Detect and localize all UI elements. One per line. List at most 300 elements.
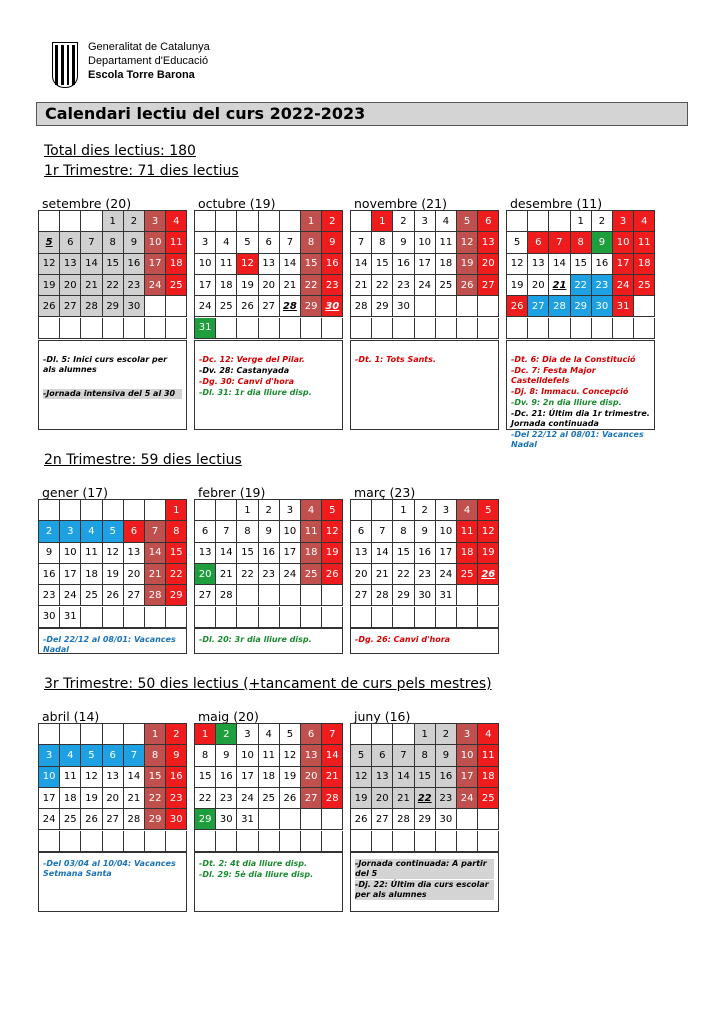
empty-cell <box>322 585 343 606</box>
day-cell: 6 <box>301 724 322 745</box>
empty-cell <box>372 724 393 745</box>
day-cell: 26 <box>81 809 102 830</box>
empty-cell <box>195 500 216 521</box>
day-cell: 2 <box>259 500 280 521</box>
day-cell: 11 <box>457 521 478 542</box>
month-grid <box>506 210 655 339</box>
month-notes <box>194 852 343 912</box>
day-cell: 29 <box>415 809 436 830</box>
note-line: -Dt. 6: Dia de la Constitució <box>511 355 636 364</box>
day-cell: 23 <box>322 275 343 296</box>
trimester-2-label: 2n Trimestre: 59 dies lectius <box>44 452 242 468</box>
empty-cell <box>145 500 166 521</box>
header <box>52 40 210 92</box>
day-cell: 24 <box>415 275 436 296</box>
day-cell: 11 <box>60 767 81 788</box>
day-cell: 9 <box>415 521 436 542</box>
month-notes <box>350 628 499 654</box>
day-cell: 1 <box>393 500 414 521</box>
day-cell: 23 <box>393 275 414 296</box>
day-cell: 24 <box>145 275 166 296</box>
day-cell: 30 <box>415 585 436 606</box>
empty-cell <box>478 318 499 339</box>
day-cell: 18 <box>216 275 237 296</box>
day-cell: 21 <box>372 564 393 585</box>
empty-cell <box>124 831 145 852</box>
empty-cell <box>145 607 166 628</box>
day-cell: 4 <box>457 500 478 521</box>
empty-cell <box>436 831 457 852</box>
day-cell: 31 <box>436 585 457 606</box>
note-line: -Dl. 5: Inici curs escolar per als alumnes <box>43 355 168 374</box>
empty-cell <box>322 831 343 852</box>
empty-cell <box>280 585 301 606</box>
day-cell: 12 <box>237 254 258 275</box>
day-cell: 29 <box>166 585 187 606</box>
day-cell: 16 <box>166 767 187 788</box>
day-cell: 3 <box>145 211 166 232</box>
day-cell: 1 <box>415 724 436 745</box>
day-cell: 9 <box>216 745 237 766</box>
day-cell: 15 <box>571 254 592 275</box>
day-cell: 18 <box>259 767 280 788</box>
day-cell: 26 <box>507 296 528 317</box>
empty-cell <box>60 211 81 232</box>
day-cell: 20 <box>60 275 81 296</box>
day-cell: 22 <box>415 788 436 809</box>
empty-cell <box>301 318 322 339</box>
day-cell: 13 <box>195 543 216 564</box>
note-line: -Del 03/04 al 10/04: Vacances Setmana Santa <box>43 859 176 878</box>
day-cell: 31 <box>60 607 81 628</box>
empty-cell <box>60 831 81 852</box>
day-cell: 9 <box>592 232 613 253</box>
empty-cell <box>457 318 478 339</box>
day-cell: 24 <box>60 585 81 606</box>
empty-cell <box>507 211 528 232</box>
day-cell: 14 <box>549 254 570 275</box>
empty-cell <box>124 724 145 745</box>
day-cell: 23 <box>216 788 237 809</box>
day-cell: 19 <box>103 564 124 585</box>
day-cell: 31 <box>195 318 216 339</box>
month-grid <box>350 723 499 852</box>
day-cell: 18 <box>478 767 499 788</box>
empty-cell <box>528 211 549 232</box>
day-cell: 27 <box>60 296 81 317</box>
month-name: octubre (19) <box>198 196 276 211</box>
note-line: -Jornada continuada: A partir del 5 <box>355 859 494 879</box>
empty-cell <box>216 211 237 232</box>
day-cell: 9 <box>166 745 187 766</box>
day-cell: 5 <box>507 232 528 253</box>
empty-cell <box>103 318 124 339</box>
month-name: febrer (19) <box>198 485 266 500</box>
day-cell: 14 <box>216 543 237 564</box>
empty-cell <box>237 831 258 852</box>
day-cell: 6 <box>528 232 549 253</box>
empty-cell <box>549 211 570 232</box>
day-cell: 10 <box>237 745 258 766</box>
day-cell: 28 <box>393 809 414 830</box>
day-cell: 19 <box>237 275 258 296</box>
month-name: abril (14) <box>42 709 100 724</box>
day-cell: 26 <box>322 564 343 585</box>
empty-cell <box>372 607 393 628</box>
day-cell: 9 <box>436 745 457 766</box>
day-cell: 26 <box>237 296 258 317</box>
day-cell: 25 <box>436 275 457 296</box>
day-cell: 5 <box>81 745 102 766</box>
empty-cell <box>372 318 393 339</box>
day-cell: 21 <box>280 275 301 296</box>
month-notes <box>194 628 343 654</box>
day-cell: 8 <box>415 745 436 766</box>
day-cell: 20 <box>195 564 216 585</box>
day-cell: 13 <box>351 543 372 564</box>
day-cell: 17 <box>415 254 436 275</box>
empty-cell <box>259 809 280 830</box>
day-cell: 17 <box>613 254 634 275</box>
day-cell: 19 <box>457 254 478 275</box>
note-line: -Dc. 7: Festa Major Castelldefels <box>511 366 596 385</box>
day-cell: 24 <box>436 564 457 585</box>
day-cell: 6 <box>259 232 280 253</box>
empty-cell <box>372 500 393 521</box>
empty-cell <box>393 831 414 852</box>
day-cell: 25 <box>478 788 499 809</box>
empty-cell <box>195 831 216 852</box>
day-cell: 2 <box>322 211 343 232</box>
day-cell: 14 <box>81 254 102 275</box>
empty-cell <box>322 809 343 830</box>
empty-cell <box>351 607 372 628</box>
note-line: -Dt. 1: Tots Sants. <box>355 355 436 364</box>
day-cell: 31 <box>613 296 634 317</box>
day-cell: 16 <box>436 767 457 788</box>
day-cell: 28 <box>351 296 372 317</box>
empty-cell <box>393 607 414 628</box>
day-cell: 5 <box>103 521 124 542</box>
day-cell: 14 <box>322 745 343 766</box>
day-cell: 21 <box>216 564 237 585</box>
day-cell: 22 <box>571 275 592 296</box>
empty-cell <box>457 809 478 830</box>
day-cell: 11 <box>634 232 655 253</box>
day-cell: 20 <box>124 564 145 585</box>
day-cell: 1 <box>237 500 258 521</box>
empty-cell <box>301 809 322 830</box>
empty-cell <box>351 500 372 521</box>
day-cell: 10 <box>195 254 216 275</box>
day-cell: 6 <box>60 232 81 253</box>
day-cell: 3 <box>436 500 457 521</box>
empty-cell <box>60 500 81 521</box>
note-line: -Dv. 28: Castanyada <box>199 366 290 375</box>
day-cell: 26 <box>103 585 124 606</box>
empty-cell <box>259 607 280 628</box>
day-cell: 1 <box>195 724 216 745</box>
day-cell: 18 <box>457 543 478 564</box>
empty-cell <box>351 724 372 745</box>
empty-cell <box>259 318 280 339</box>
day-cell: 28 <box>280 296 301 317</box>
day-cell: 6 <box>372 745 393 766</box>
empty-cell <box>166 831 187 852</box>
day-cell: 9 <box>393 232 414 253</box>
day-cell: 19 <box>39 275 60 296</box>
month-name: gener (17) <box>42 485 109 500</box>
day-cell: 17 <box>39 788 60 809</box>
month-notes <box>350 852 499 912</box>
day-cell: 22 <box>237 564 258 585</box>
empty-cell <box>39 500 60 521</box>
day-cell: 4 <box>216 232 237 253</box>
day-cell: 21 <box>322 767 343 788</box>
organization-block <box>88 40 210 82</box>
day-cell: 22 <box>301 275 322 296</box>
day-cell: 13 <box>259 254 280 275</box>
day-cell: 30 <box>166 809 187 830</box>
empty-cell <box>393 318 414 339</box>
empty-cell <box>415 607 436 628</box>
day-cell: 16 <box>216 767 237 788</box>
day-cell: 26 <box>351 809 372 830</box>
day-cell: 25 <box>216 296 237 317</box>
day-cell: 21 <box>124 788 145 809</box>
day-cell: 28 <box>549 296 570 317</box>
day-cell: 22 <box>393 564 414 585</box>
empty-cell <box>322 607 343 628</box>
day-cell: 7 <box>280 232 301 253</box>
day-cell: 2 <box>436 724 457 745</box>
day-cell: 8 <box>195 745 216 766</box>
day-cell: 7 <box>372 521 393 542</box>
day-cell: 23 <box>124 275 145 296</box>
note-line: -Dl. 20: 3r dia lliure disp. <box>199 635 312 644</box>
month-notes <box>38 852 187 912</box>
day-cell: 4 <box>81 521 102 542</box>
day-cell: 4 <box>259 724 280 745</box>
empty-cell <box>103 500 124 521</box>
day-cell: 8 <box>372 232 393 253</box>
day-cell: 22 <box>103 275 124 296</box>
empty-cell <box>81 607 102 628</box>
day-cell: 17 <box>195 275 216 296</box>
day-cell: 11 <box>166 232 187 253</box>
empty-cell <box>216 607 237 628</box>
day-cell: 23 <box>436 788 457 809</box>
day-cell: 29 <box>195 809 216 830</box>
note-line: -Dg. 30: Canvi d'hora <box>199 377 295 386</box>
day-cell: 4 <box>634 211 655 232</box>
day-cell: 25 <box>259 788 280 809</box>
day-cell: 6 <box>351 521 372 542</box>
day-cell: 10 <box>145 232 166 253</box>
day-cell: 2 <box>393 211 414 232</box>
day-cell: 27 <box>195 585 216 606</box>
day-cell: 27 <box>301 788 322 809</box>
day-cell: 26 <box>478 564 499 585</box>
empty-cell <box>259 831 280 852</box>
day-cell: 17 <box>60 564 81 585</box>
empty-cell <box>351 211 372 232</box>
day-cell: 29 <box>301 296 322 317</box>
empty-cell <box>81 211 102 232</box>
month-grid <box>38 210 187 339</box>
day-cell: 20 <box>372 788 393 809</box>
empty-cell <box>478 831 499 852</box>
day-cell: 13 <box>301 745 322 766</box>
day-cell: 12 <box>280 745 301 766</box>
day-cell: 11 <box>301 521 322 542</box>
day-cell: 5 <box>322 500 343 521</box>
empty-cell <box>351 318 372 339</box>
empty-cell <box>60 318 81 339</box>
day-cell: 4 <box>166 211 187 232</box>
day-cell: 7 <box>124 745 145 766</box>
month-name: març (23) <box>354 485 416 500</box>
day-cell: 19 <box>81 788 102 809</box>
empty-cell <box>280 607 301 628</box>
month-notes <box>38 628 187 654</box>
day-cell: 15 <box>301 254 322 275</box>
day-cell: 2 <box>39 521 60 542</box>
day-cell: 22 <box>145 788 166 809</box>
day-cell: 8 <box>103 232 124 253</box>
empty-cell <box>457 585 478 606</box>
empty-cell <box>103 831 124 852</box>
day-cell: 16 <box>259 543 280 564</box>
month-grid <box>38 499 187 628</box>
day-cell: 11 <box>216 254 237 275</box>
month-name: desembre (11) <box>510 196 603 211</box>
note-line: -Dj. 22: Últim dia curs escolar per als alumnes <box>355 880 494 900</box>
day-cell: 20 <box>103 788 124 809</box>
empty-cell <box>322 318 343 339</box>
day-cell: 16 <box>592 254 613 275</box>
day-cell: 18 <box>60 788 81 809</box>
empty-cell <box>478 585 499 606</box>
day-cell: 13 <box>124 543 145 564</box>
day-cell: 2 <box>216 724 237 745</box>
empty-cell <box>549 318 570 339</box>
day-cell: 26 <box>280 788 301 809</box>
month-notes <box>194 340 343 430</box>
day-cell: 3 <box>280 500 301 521</box>
day-cell: 12 <box>39 254 60 275</box>
empty-cell <box>301 585 322 606</box>
trimester-1-label: 1r Trimestre: 71 dies lectius <box>44 163 239 179</box>
empty-cell <box>145 831 166 852</box>
note-line: -Dc. 12: Verge del Pilar. <box>199 355 305 364</box>
page-title: Calendari lectiu del curs 2022-2023 <box>36 102 688 126</box>
day-cell: 16 <box>322 254 343 275</box>
empty-cell <box>81 724 102 745</box>
empty-cell <box>39 724 60 745</box>
day-cell: 8 <box>145 745 166 766</box>
empty-cell <box>415 318 436 339</box>
day-cell: 8 <box>166 521 187 542</box>
note-line: -Dg. 26: Canvi d'hora <box>355 635 451 644</box>
day-cell: 8 <box>301 232 322 253</box>
empty-cell <box>195 211 216 232</box>
day-cell: 14 <box>351 254 372 275</box>
day-cell: 10 <box>60 543 81 564</box>
empty-cell <box>237 585 258 606</box>
day-cell: 20 <box>478 254 499 275</box>
day-cell: 4 <box>478 724 499 745</box>
empty-cell <box>457 831 478 852</box>
day-cell: 7 <box>216 521 237 542</box>
month-grid <box>194 499 343 628</box>
day-cell: 21 <box>81 275 102 296</box>
day-cell: 31 <box>237 809 258 830</box>
empty-cell <box>124 318 145 339</box>
day-cell: 21 <box>351 275 372 296</box>
month-grid <box>38 723 187 852</box>
day-cell: 29 <box>103 296 124 317</box>
empty-cell <box>145 296 166 317</box>
day-cell: 28 <box>124 809 145 830</box>
empty-cell <box>351 831 372 852</box>
empty-cell <box>216 318 237 339</box>
day-cell: 27 <box>124 585 145 606</box>
day-cell: 23 <box>166 788 187 809</box>
day-cell: 21 <box>393 788 414 809</box>
note-line: -Dt. 2: 4t dia lliure disp. <box>199 859 308 868</box>
day-cell: 3 <box>39 745 60 766</box>
day-cell: 23 <box>39 585 60 606</box>
day-cell: 12 <box>81 767 102 788</box>
day-cell: 29 <box>393 585 414 606</box>
day-cell: 8 <box>237 521 258 542</box>
day-cell: 23 <box>259 564 280 585</box>
day-cell: 2 <box>592 211 613 232</box>
day-cell: 27 <box>478 275 499 296</box>
empty-cell <box>613 318 634 339</box>
empty-cell <box>415 296 436 317</box>
empty-cell <box>60 724 81 745</box>
day-cell: 17 <box>145 254 166 275</box>
day-cell: 12 <box>322 521 343 542</box>
day-cell: 1 <box>571 211 592 232</box>
day-cell: 29 <box>571 296 592 317</box>
empty-cell <box>166 296 187 317</box>
empty-cell <box>571 318 592 339</box>
day-cell: 30 <box>592 296 613 317</box>
day-cell: 17 <box>237 767 258 788</box>
note-line: -Del 22/12 al 08/01: Vacances Nadal <box>511 430 644 449</box>
empty-cell <box>507 318 528 339</box>
empty-cell <box>634 296 655 317</box>
day-cell: 14 <box>393 767 414 788</box>
day-cell: 17 <box>457 767 478 788</box>
empty-cell <box>478 809 499 830</box>
day-cell: 14 <box>372 543 393 564</box>
empty-cell <box>457 296 478 317</box>
empty-cell <box>195 607 216 628</box>
month-grid <box>194 723 343 852</box>
day-cell: 23 <box>415 564 436 585</box>
day-cell: 5 <box>237 232 258 253</box>
day-cell: 18 <box>634 254 655 275</box>
day-cell: 13 <box>478 232 499 253</box>
day-cell: 9 <box>39 543 60 564</box>
note-line: -Dj. 8: Immacu. Concepció <box>511 387 629 396</box>
note-line: -Del 22/12 al 08/01: Vacances Nadal <box>43 635 176 654</box>
day-cell: 27 <box>528 296 549 317</box>
